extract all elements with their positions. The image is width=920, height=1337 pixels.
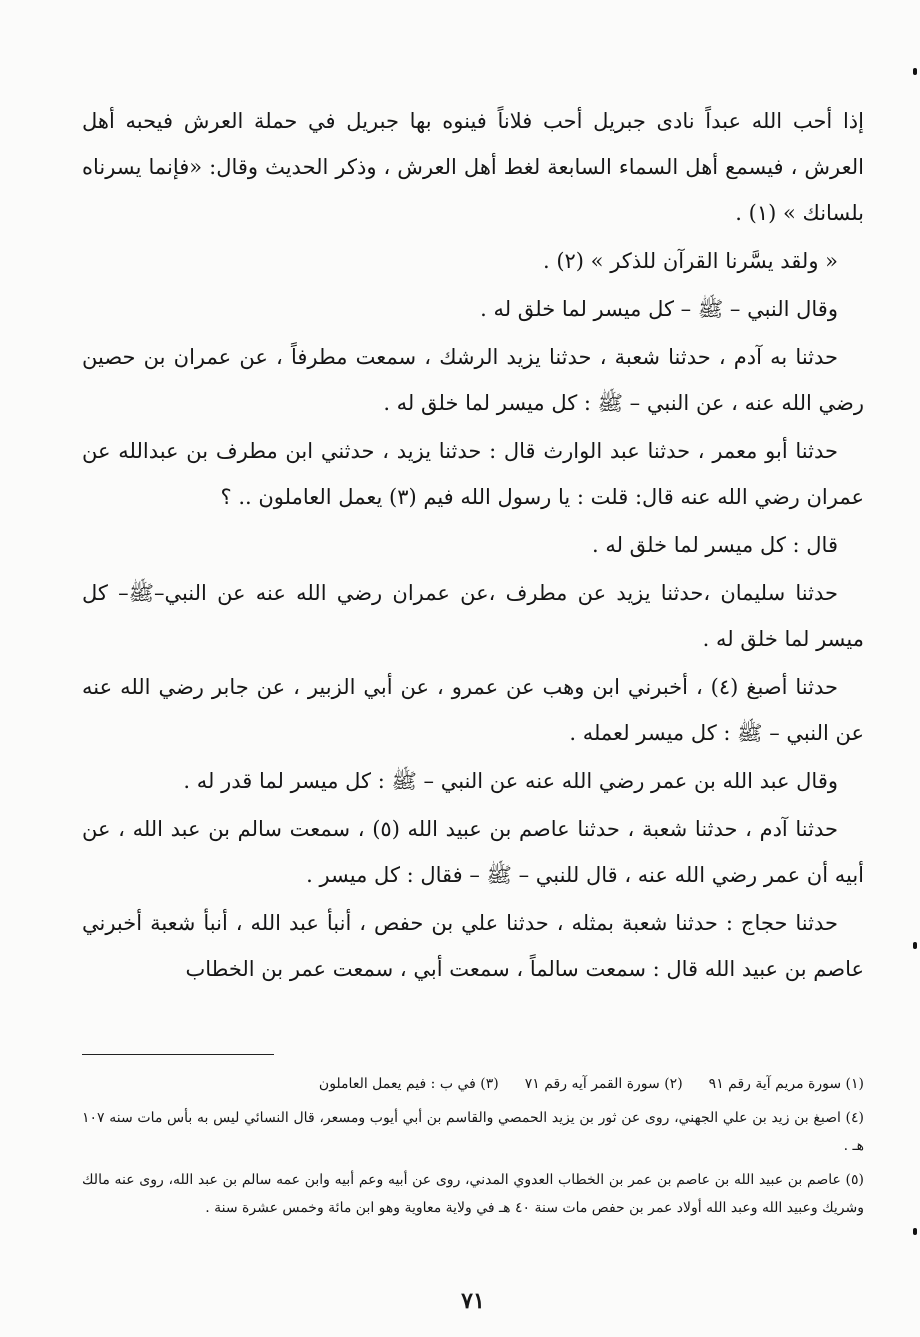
paragraph-10: حدثنا آدم ، حدثنا شعبة ، حدثنا عاصم بن عبيد الله (٥) ، سمعت سالم بن عبد الله ، عن أبيه أن عمر رضي الله عنه ، قال للنبي – ﷺ – فقال : كل ميسر . xyxy=(82,817,864,887)
paragraph-7: حدثنا سليمان ،حدثنا يزيد عن مطرف ،عن عمران رضي الله عنه عن النبي–ﷺ– كل ميسر لما خلق له . xyxy=(82,581,864,651)
paragraph-5: حدثنا أبو معمر ، حدثنا عبد الوارث قال : حدثنا يزيد ، حدثني ابن مطرف بن عبدالله عن عمران رضي الله عنه قال: قلت : يا رسول الله فيم (٣) يعمل العاملون .. ؟ xyxy=(82,439,864,509)
margin-mark-top xyxy=(913,68,917,75)
body-text xyxy=(82,98,864,994)
paragraph-9: وقال عبد الله بن عمر رضي الله عنه عن النبي – ﷺ : كل ميسر لما قدر له . xyxy=(183,769,838,793)
footnote-4: (٤) اصبغ بن زيد بن علي الجهني، روى عن ثور بن يزيد الحمصي والقاسم بن أبي أيوب ومسعر، قال النسائي ليس به بأس مات سنه ١٠٧ هـ . xyxy=(82,1110,864,1154)
margin-mark-middle xyxy=(913,942,917,949)
paragraph-1: إذا أحب الله عبداً نادى جبريل أحب فلاناً فينوه بها جبريل في حملة العرش فيحبه أهل العرش ، فيسمع أهل السماء السابعة لغط أهل العرش ، وذكر الحديث وقال: «فإنما يسرناه بلسانك » (١) . xyxy=(82,109,864,225)
paragraph-3: وقال النبي – ﷺ – كل ميسر لما خلق له . xyxy=(480,297,838,321)
footnote-3: (٣) في ب : فيم يعمل العاملون xyxy=(318,1076,499,1092)
footnotes xyxy=(82,1070,864,1228)
footnote-row-1 xyxy=(82,1070,864,1098)
paragraph-4: حدثنا به آدم ، حدثنا شعبة ، حدثنا يزيد الرشك ، سمعت مطرفاً ، عن عمران بن حصين رضي الله عنه ، عن النبي – ﷺ : كل ميسر لما خلق له . xyxy=(82,345,864,415)
footnote-divider xyxy=(82,1054,274,1055)
footnote-1: (١) سورة مريم آية رقم ٩١ xyxy=(708,1076,864,1092)
footnote-5: (٥) عاصم بن عبيد الله بن عاصم بن عمر بن الخطاب العدوي المدني، روى عن أبيه وعم أبيه وابن عمه سالم بن عبد الله، روى عنه مالك وشريك وعبيد الله وعبد الله أولاد عمر بن حفص مات سنة ٤٠ هـ في ولاية معاوية وهو ابن مائة وخمس عشرة سنة . xyxy=(82,1172,864,1216)
margin-mark-bottom xyxy=(913,1228,917,1235)
paragraph-8: حدثنا أصبغ (٤) ، أخبرني ابن وهب عن عمرو ، عن أبي الزبير ، عن جابر رضي الله عنه عن النبي – ﷺ : كل ميسر لعمله . xyxy=(82,675,864,745)
paragraph-6: قال : كل ميسر لما خلق له . xyxy=(591,533,838,557)
paragraph-11: حدثنا حجاج : حدثنا شعبة بمثله ، حدثنا علي بن حفص ، أنبأ عبد الله ، أنبأ شعبة أخبرني عاصم بن عبيد الله قال : سمعت سالماً ، سمعت أبي ، سمعت عمر بن الخطاب xyxy=(82,911,864,981)
paragraph-2: « ولقد يسَّرنا القرآن للذكر » (٢) . xyxy=(542,249,838,273)
footnote-2: (٢) سورة القمر آيه رقم ٧١ xyxy=(524,1076,683,1092)
page-number: ٧١ xyxy=(461,1288,485,1314)
book-page xyxy=(82,98,864,1314)
